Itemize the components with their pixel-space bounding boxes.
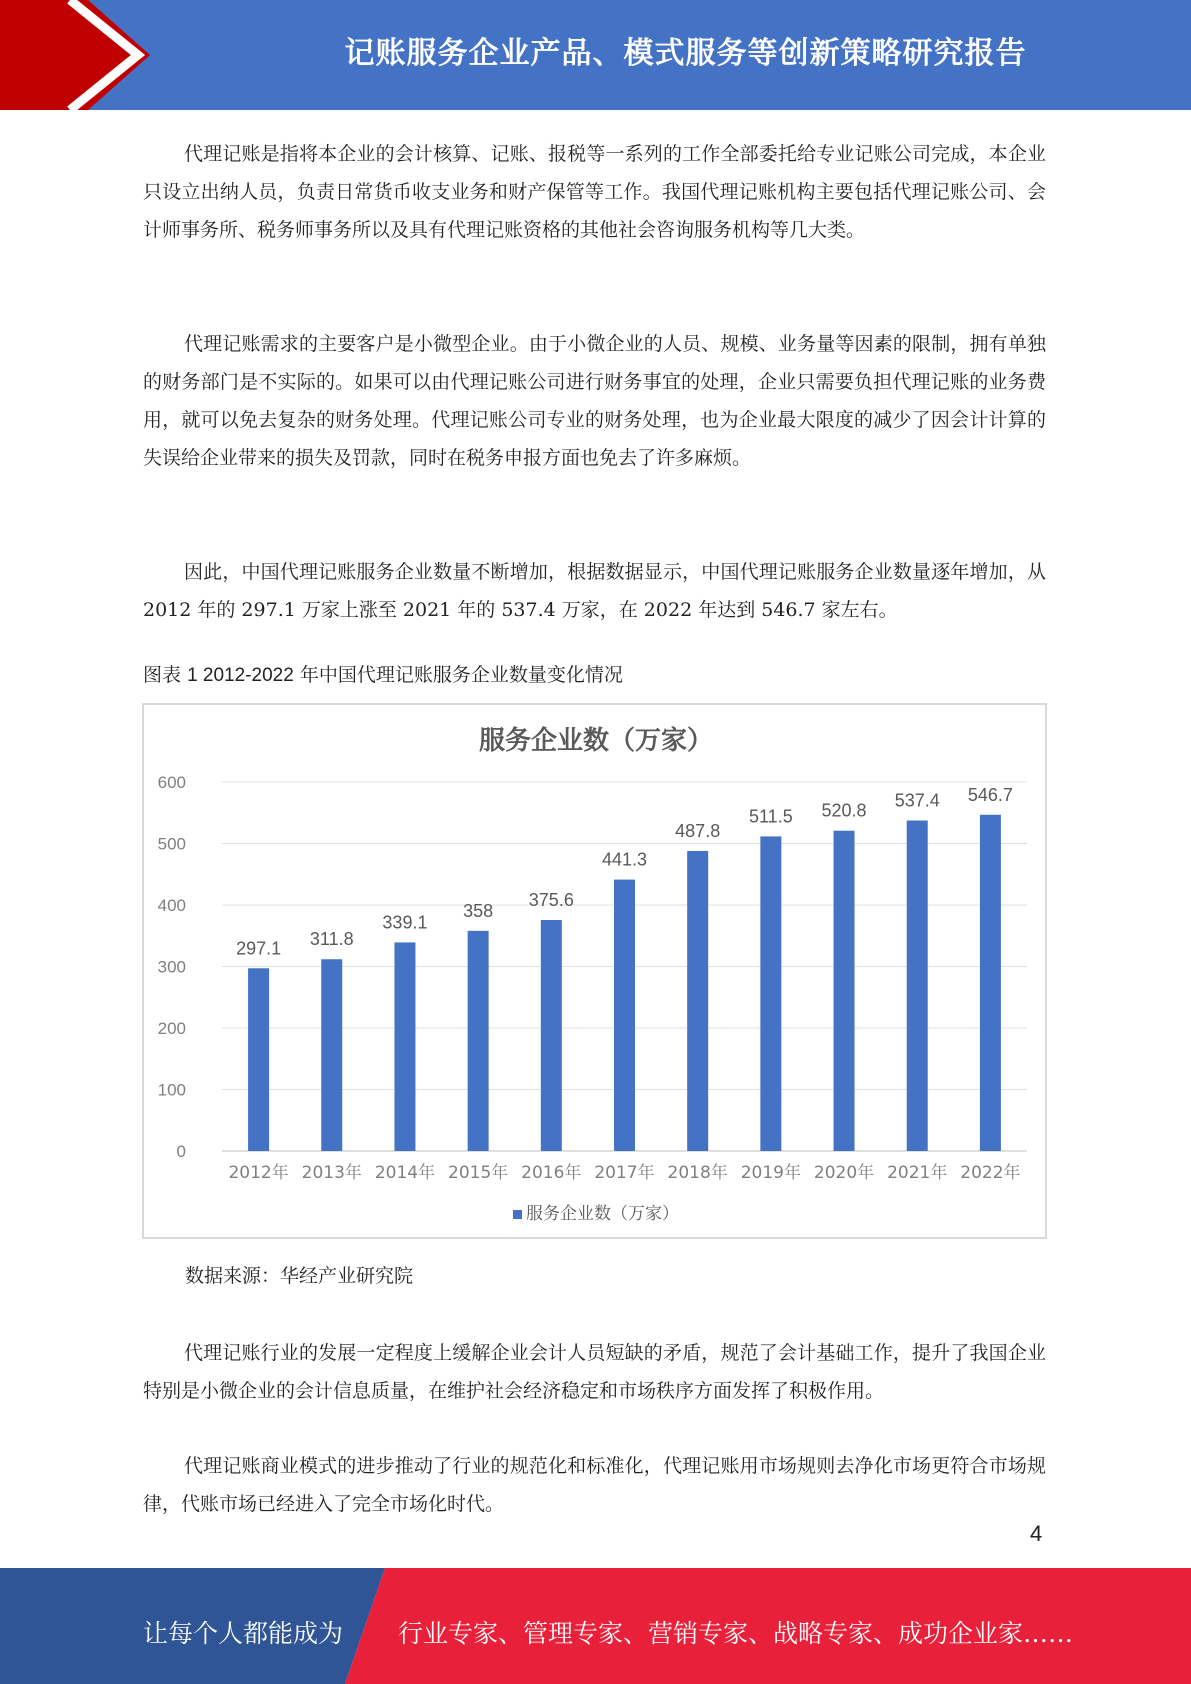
bar: [248, 968, 269, 1151]
footer-slogan-left: 让每个人都能成为: [143, 1619, 344, 1648]
x-tick-label: 2014年: [374, 1163, 436, 1183]
figure-caption-number: 1 2012-2022: [187, 665, 294, 686]
paragraph-3: 因此，中国代理记账服务企业数量不断增加，根据数据显示，中国代理记账服务企业数量逐年增加，从 2012 年的 297.1 万家上涨至 2021 年的 537.4 万家，在 2022 年达到 546.7 家左右。: [143, 561, 1046, 621]
paragraph-1: 代理记账是指将本企业的会计核算、记账、报税等一系列的工作全部委托给专业记账公司完成，本企业只设立出纳人员，负责日常货币收支业务和财产保管等工作。我国代理记账机构主要包括代理记账公司、会计师事务所、税务师事务所以及具有代理记账资格的其他社会咨询服务机构等几大类。: [143, 143, 1046, 241]
x-tick-label: 2017年: [594, 1163, 655, 1183]
report-title: 记账服务企业产品、模式服务等创新策略研究报告: [344, 36, 1027, 71]
bar: [980, 815, 1001, 1151]
chart-title: 服务企业数（万家）: [478, 726, 714, 756]
page-number: 4: [1030, 1521, 1043, 1546]
data-label: 487.8: [675, 821, 721, 842]
x-tick-label: 2020年: [813, 1163, 875, 1183]
data-label: 511.5: [749, 806, 793, 827]
data-label: 520.8: [821, 800, 867, 821]
x-tick-label: 2012年: [228, 1163, 289, 1183]
x-tick-label: 2021年: [887, 1163, 948, 1183]
data-label: 297.1: [236, 938, 282, 959]
legend-label: 服务企业数（万家）: [526, 1204, 679, 1224]
x-tick-label: 2016年: [521, 1163, 582, 1183]
legend-swatch: [513, 1210, 522, 1219]
y-tick-label: 500: [157, 834, 186, 854]
data-label: 375.6: [528, 890, 574, 911]
figure-caption-text: 年中国代理记账服务企业数量变化情况: [299, 664, 623, 686]
bar: [541, 920, 562, 1151]
data-label: 358: [463, 900, 494, 921]
bar: [834, 831, 855, 1151]
data-label: 441.3: [601, 849, 648, 870]
x-tick-label: 2018年: [667, 1163, 728, 1183]
y-tick-label: 100: [157, 1080, 186, 1100]
chart-canvas: [144, 705, 1049, 1241]
paragraph-2: 代理记账需求的主要客户是小微型企业。由于小微企业的人员、规模、业务量等因素的限制，拥有单独的财务部门是不实际的。如果可以由代理记账公司进行财务事宜的处理，企业只需要负担代理记账的业务费用，就可以免去复杂的财务处理。代理记账公司专业的财务处理，也为企业最大限度的减少了因会计计算的失误给企业带来的损失及罚款，同时在税务申报方面也免去了许多麻烦。: [143, 333, 1046, 469]
bar-chart: [142, 703, 1047, 1239]
y-tick-label: 600: [157, 773, 186, 792]
figure-caption-prefix: 图表: [143, 664, 182, 686]
x-tick-label: 2013年: [301, 1163, 362, 1183]
footer-slogan-right: 行业专家、管理专家、营销专家、战略专家、成功企业家……: [398, 1619, 1074, 1648]
x-tick-label: 2015年: [448, 1163, 509, 1183]
bar: [394, 942, 415, 1151]
paragraph-4: 代理记账行业的发展一定程度上缓解企业会计人员短缺的矛盾，规范了会计基础工作，提升了我国企业特别是小微企业的会计信息质量，在维护社会经济稳定和市场秩序方面发挥了积极作用。: [143, 1342, 1046, 1402]
bar: [468, 931, 489, 1151]
x-tick-label: 2022年: [960, 1163, 1021, 1183]
bar: [614, 880, 635, 1151]
x-tick-label: 2019年: [740, 1163, 801, 1183]
data-label: 311.8: [309, 929, 354, 950]
bar: [687, 851, 708, 1151]
y-tick-label: 0: [176, 1142, 186, 1161]
data-label: 546.7: [967, 784, 1013, 805]
page-footer: [0, 1568, 1191, 1684]
y-tick-label: 300: [157, 957, 186, 977]
y-tick-label: 200: [157, 1019, 186, 1038]
data-source: 数据来源：华经产业研究院: [185, 1265, 414, 1287]
data-label: 339.1: [382, 912, 428, 933]
page-header: [0, 0, 1191, 110]
bar: [321, 959, 342, 1151]
y-tick-label: 400: [157, 896, 186, 915]
bar: [760, 836, 781, 1151]
data-label: 537.4: [894, 790, 940, 811]
bar: [907, 820, 928, 1151]
paragraph-5: 代理记账商业模式的进步推动了行业的规范化和标准化，代理记账用市场规则去净化市场更符合市场规律，代账市场已经进入了完全市场化时代。: [143, 1455, 1046, 1515]
figure-caption: [143, 661, 623, 690]
